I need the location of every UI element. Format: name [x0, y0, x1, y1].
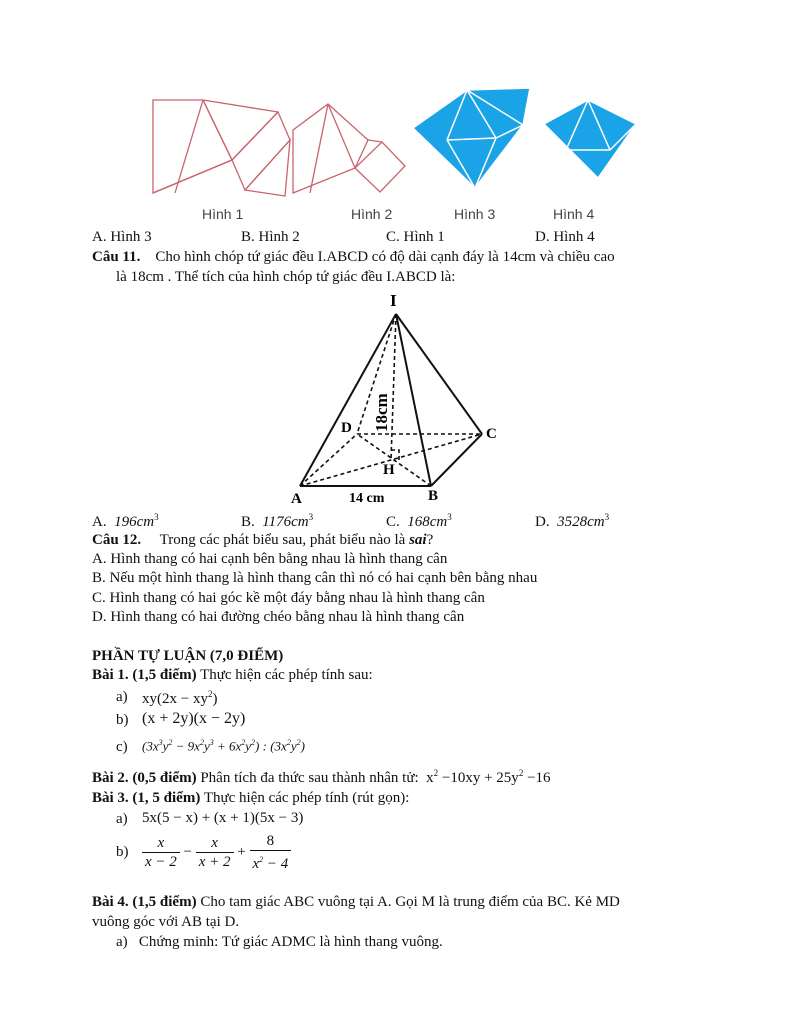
bai1-b-expression: (x + 2y)(x − 2y): [142, 710, 246, 727]
q11-option-c: C. $168cm^3$: [386, 512, 452, 530]
pyramid-vertex-b: B: [428, 488, 439, 504]
bai3-a-expression: 5x(5 − x) + (x + 1)(5x − 3): [142, 810, 304, 826]
q10-option-a: A. Hình 3: [92, 229, 152, 245]
bai1-c-expression: $(3x^3y^2 - 9x^2y^3 + 6x^2y^2)$ : $(3x^2y^2)$: [142, 738, 305, 754]
q11-line-1: [92, 249, 615, 266]
bai3-b-expression: $\frac{x}{x - 2}$ − $\frac{x}{x + 2}$ + $\frac{8}{x^2 - 4}$: [142, 832, 291, 873]
pyramid-figure: [285, 290, 525, 510]
net-figure-2: [293, 104, 405, 193]
net-figure-3: [413, 88, 530, 188]
bai1-c-label: c): [116, 739, 128, 755]
bai2-expression: $x^2 -10xy + 25y^2 -16$: [422, 768, 551, 786]
net-figure-4: [544, 100, 636, 178]
q10-option-c: C. Hình 1: [386, 229, 445, 245]
bai3-b-label: b): [116, 844, 129, 860]
q11-option-a: A. $196cm^3$: [92, 512, 159, 530]
q11-option-d: D. $3528cm^3$: [535, 512, 610, 530]
bai1-a-expression: $xy(2x - xy^2)$: [142, 689, 218, 707]
pyramid-base-label: 14 cm: [349, 491, 385, 506]
pyramid-vertex-a: A: [291, 491, 302, 507]
bai1-a-label: a): [116, 689, 128, 705]
q11-text-1: Cho hình chóp tứ giác đều I.ABCD có độ dài cạnh đáy là 14cm và chiều cao: [155, 249, 615, 265]
q12-emphasis: sai: [409, 532, 427, 548]
q11-number: Câu 11.: [92, 249, 141, 265]
bai1-header: Bài 1. (1,5 điểm) Thực hiện các phép tính sau:: [92, 667, 373, 683]
bai1-b-label: b): [116, 712, 129, 728]
pyramid-vertex-d: D: [341, 420, 352, 436]
bai2-line: Bài 2. (0,5 điểm) Phân tích đa thức sau thành nhân tử: $x^2 -10xy + 25y^2 -16$: [92, 768, 551, 786]
q12-option-c: C. Hình thang có hai góc kề một đáy bằng nhau là hình thang cân: [92, 590, 485, 606]
q12-number: Câu 12.: [92, 532, 142, 548]
bai4-line-1: Bài 4. (1,5 điểm) Cho tam giác ABC vuông tại A. Gọi M là trung điểm của BC. Kẻ MD: [92, 894, 620, 910]
net-label-1: Hình 1: [202, 206, 244, 222]
net-label-4: Hình 4: [553, 206, 595, 222]
q12-option-d: D. Hình thang có hai đường chéo bằng nhau là hình thang cân: [92, 609, 465, 625]
bai3-a-label: a): [116, 811, 128, 827]
bai4-line-2: vuông góc với AB tại D.: [92, 914, 240, 930]
q10-option-b: B. Hình 2: [241, 229, 300, 245]
net-figure-1: [153, 100, 290, 196]
bai3-header: Bài 3. (1, 5 điểm) Thực hiện các phép tính (rút gọn):: [92, 790, 410, 806]
pyramid-apex-label: I: [390, 291, 397, 310]
bai4-part-a: a) Chứng minh: Tứ giác ADMC là hình thang vuông.: [116, 934, 443, 950]
q11-option-b: B. $1176cm^3$: [241, 512, 314, 530]
q10-option-d: D. Hình 4: [535, 229, 595, 245]
q11-text-2: là 18cm . Thể tích của hình chóp tứ giác đều I.ABCD là:: [116, 269, 456, 285]
q12-option-b: B. Nếu một hình thang là hình thang cân thì nó có hai cạnh bên bằng nhau: [92, 570, 538, 586]
pyramid-foot-h: H: [383, 462, 395, 478]
net-label-2: Hình 2: [351, 206, 393, 222]
pyramid-vertex-c: C: [486, 426, 497, 442]
net-label-3: Hình 3: [454, 206, 496, 222]
pyramid-height-label: 18cm: [372, 393, 391, 432]
q12-option-a: A. Hình thang có hai cạnh bên bằng nhau là hình thang cân: [92, 551, 448, 567]
net-figures: [0, 0, 792, 200]
essay-heading: PHẦN TỰ LUẬN (7,0 ĐIỂM): [92, 648, 284, 664]
q12-question: Câu 12. Trong các phát biểu sau, phát biểu nào là sai?: [92, 532, 434, 548]
